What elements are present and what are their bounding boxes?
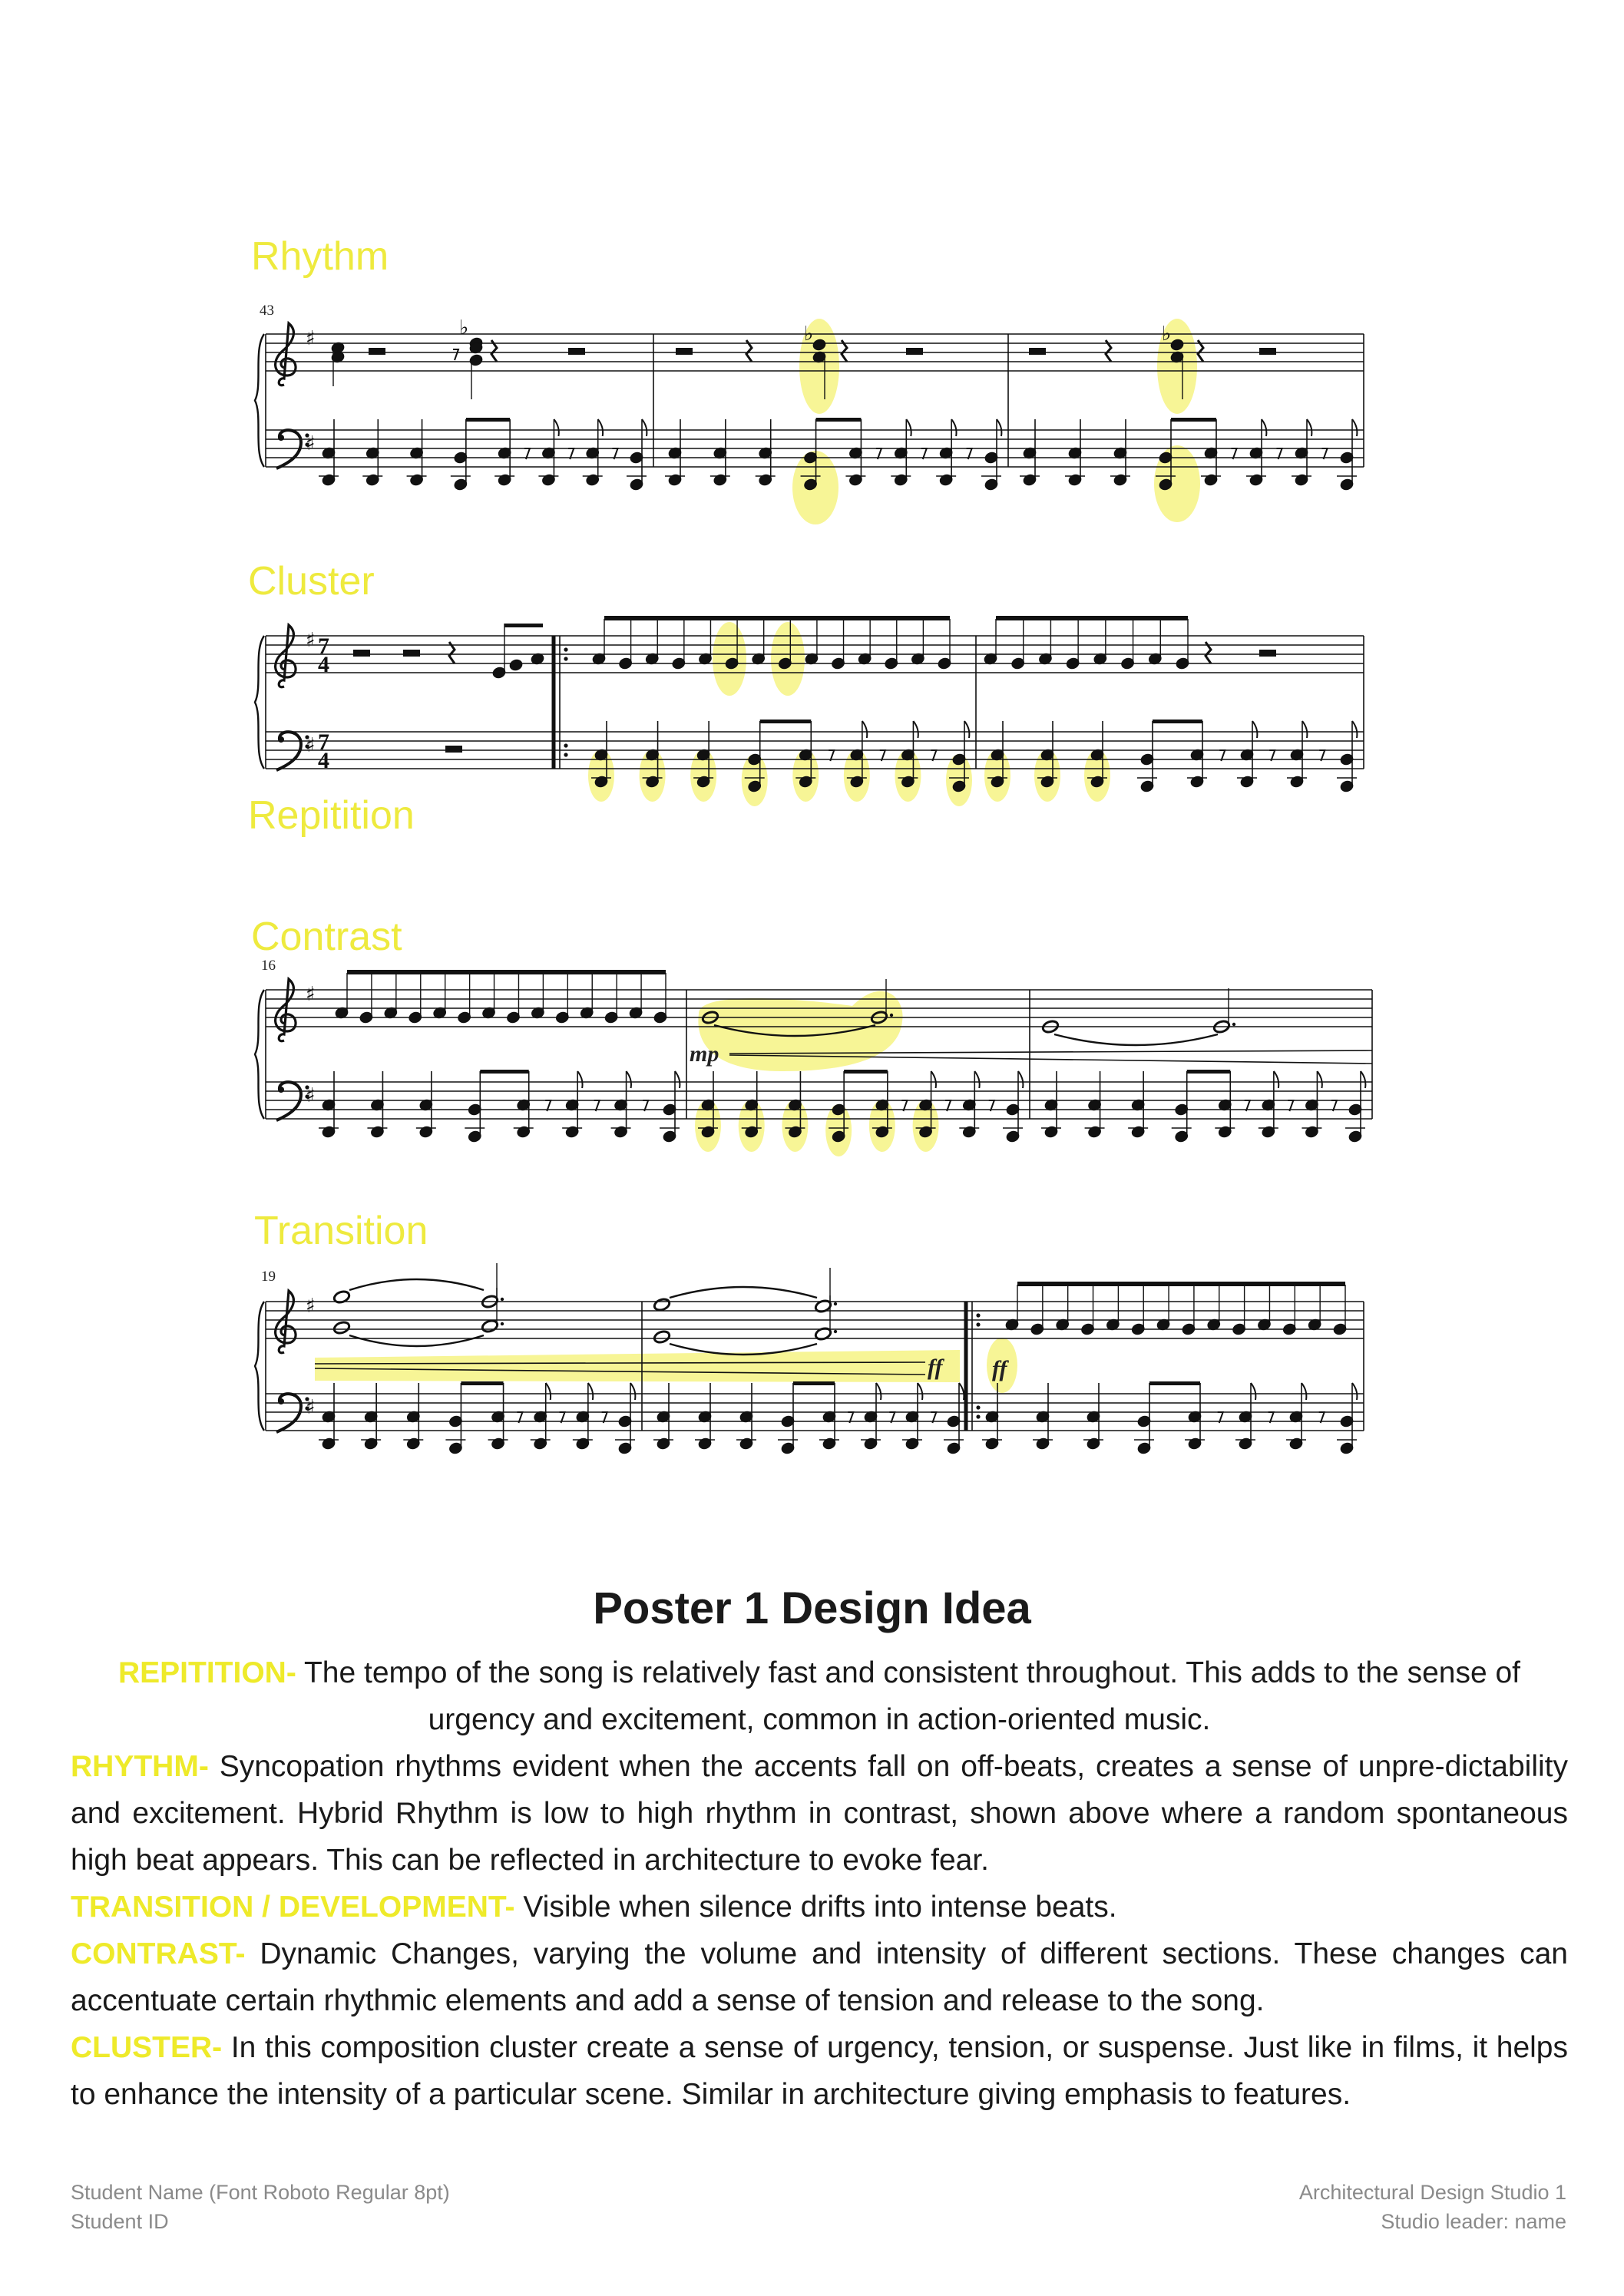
note-head bbox=[653, 1329, 670, 1344]
flag bbox=[1274, 1071, 1278, 1088]
paragraph-text: In this composition cluster create a sense of urgency, tension, or suspense. Just like in films, it helps to enhance the intensity of a particular scene. Similar in architecture giving emphasis to features. bbox=[71, 2031, 1568, 2111]
tie bbox=[670, 1287, 817, 1298]
section-label-repitition: Repitition bbox=[248, 793, 415, 838]
flag bbox=[642, 419, 647, 436]
flag bbox=[1352, 1383, 1357, 1400]
dot bbox=[834, 1330, 837, 1333]
beam bbox=[996, 616, 1188, 620]
beam bbox=[461, 1381, 503, 1385]
paragraph-text: Visible when silence drifts into intense beats. bbox=[514, 1891, 1117, 1924]
flag bbox=[974, 1071, 979, 1088]
notation-layer bbox=[255, 316, 1372, 1455]
paragraph-contrast bbox=[71, 1930, 1568, 2024]
half-rest bbox=[353, 650, 370, 657]
half-rest bbox=[1259, 650, 1276, 657]
sharp-icon: ♯ bbox=[306, 983, 316, 1006]
beam bbox=[604, 616, 950, 620]
treble-clef-icon bbox=[276, 625, 296, 687]
repeat-dot bbox=[976, 1322, 980, 1326]
flag bbox=[997, 419, 1001, 436]
eighth-rest bbox=[453, 349, 458, 360]
sharp-icon: ♯ bbox=[306, 1396, 316, 1419]
half-rest bbox=[369, 348, 385, 355]
measure-number-43: 43 bbox=[260, 303, 274, 319]
half-rest bbox=[403, 650, 420, 657]
sharp-icon: ♯ bbox=[306, 1295, 316, 1318]
beam bbox=[793, 1381, 835, 1385]
note-head bbox=[332, 1320, 350, 1335]
note-head bbox=[468, 353, 483, 367]
section-label-rhythm: Rhythm bbox=[251, 234, 389, 279]
flag bbox=[951, 419, 956, 436]
sharp-icon: ♯ bbox=[306, 734, 316, 757]
bass-clef-dot bbox=[278, 435, 284, 441]
measure-number-19: 19 bbox=[261, 1269, 276, 1285]
time-signature-bottom-treble: 4 bbox=[318, 652, 329, 677]
flag bbox=[931, 1071, 936, 1088]
flag bbox=[577, 1071, 582, 1088]
note-head bbox=[508, 658, 523, 672]
beam bbox=[844, 1070, 888, 1074]
highlight-mark bbox=[315, 1350, 960, 1382]
flag bbox=[913, 721, 918, 738]
flag bbox=[1352, 721, 1357, 738]
paragraph-rhythm bbox=[71, 1743, 1568, 1884]
flag bbox=[1307, 419, 1311, 436]
repeat-dot bbox=[564, 657, 567, 660]
section-label-cluster: Cluster bbox=[248, 559, 375, 604]
paragraph-text: Dynamic Changes, varying the volume and intensity of different sections. These changes can accentuate certain rhythmic elements and add a sense of tension and release to the song. bbox=[71, 1937, 1568, 2017]
dynamic-ff-start: ff bbox=[992, 1356, 1007, 1381]
flag bbox=[1251, 1383, 1255, 1400]
paragraph-repitition bbox=[71, 1649, 1568, 1743]
footer-course-info bbox=[1299, 2178, 1566, 2236]
dot bbox=[890, 1014, 893, 1017]
measure-number-16: 16 bbox=[261, 958, 276, 974]
beam bbox=[816, 418, 862, 422]
highlight-layer bbox=[315, 319, 1200, 1393]
paragraph-transition bbox=[71, 1884, 1568, 1930]
beam bbox=[466, 418, 510, 422]
flag bbox=[598, 419, 603, 436]
flag bbox=[1352, 419, 1357, 436]
beam bbox=[347, 970, 666, 974]
flag bbox=[1302, 721, 1307, 738]
paragraph-text: The tempo of the song is relatively fast and consistent throughout. This adds to the sense of urgency and excitement, common in action-oriented music. bbox=[296, 1656, 1521, 1736]
student-name: Student Name (Font Roboto Regular 8pt) bbox=[71, 2181, 450, 2204]
repeat-dot bbox=[976, 1414, 980, 1418]
flag bbox=[630, 1383, 635, 1400]
tie bbox=[349, 1335, 484, 1346]
flat-icon: ♭ bbox=[804, 323, 814, 346]
flag bbox=[959, 1383, 964, 1400]
sharp-icon: ♯ bbox=[306, 327, 316, 350]
beam bbox=[1149, 1381, 1200, 1385]
beam bbox=[504, 624, 543, 627]
flag bbox=[588, 1383, 593, 1400]
treble-clef-icon bbox=[276, 979, 296, 1041]
dot bbox=[834, 1302, 837, 1305]
flag bbox=[554, 419, 558, 436]
beam bbox=[1187, 1070, 1231, 1074]
brace bbox=[255, 1302, 264, 1431]
flag bbox=[1302, 1383, 1306, 1400]
half-rest bbox=[906, 348, 923, 355]
keyword-transition: TRANSITION / DEVELOPMENT- bbox=[71, 1891, 515, 1924]
flag bbox=[964, 721, 969, 738]
keyword-rhythm: RHYTHM- bbox=[71, 1750, 209, 1783]
brace bbox=[255, 636, 264, 769]
beam bbox=[760, 720, 812, 723]
section-label-transition: Transition bbox=[254, 1209, 428, 1253]
flag bbox=[1018, 1071, 1023, 1088]
repeat-dot bbox=[976, 1405, 980, 1409]
flag bbox=[906, 419, 911, 436]
note-head bbox=[653, 1297, 670, 1312]
half-rest bbox=[676, 348, 693, 355]
flag bbox=[675, 1071, 680, 1088]
dot bbox=[501, 1298, 504, 1301]
time-signature-top-bass: 7 bbox=[318, 729, 329, 755]
half-rest bbox=[1259, 348, 1276, 355]
paragraph-text: Syncopation rhythms evident when the accents fall on off-beats, creates a sense of unpre-dictability and excitement. Hybrid Rhythm is low to high rhythm in contrast, shown above where a random spontaneous high beat appears. This can be reflected in architecture to evoke fear. bbox=[71, 1750, 1568, 1877]
time-signature-bottom-bass: 4 bbox=[318, 748, 329, 773]
flat-icon: ♭ bbox=[459, 316, 469, 339]
repeat-dot bbox=[564, 753, 567, 756]
flag bbox=[876, 1383, 881, 1400]
flat-icon: ♭ bbox=[1162, 323, 1172, 346]
flag bbox=[627, 1071, 631, 1088]
tie bbox=[349, 1279, 484, 1290]
dot bbox=[501, 1322, 504, 1325]
design-idea-text bbox=[71, 1649, 1568, 2118]
flag bbox=[1361, 1071, 1365, 1088]
beam bbox=[1017, 1282, 1345, 1286]
section-label-contrast: Contrast bbox=[251, 915, 402, 959]
time-signature-top-treble: 7 bbox=[318, 634, 329, 659]
keyword-cluster: CLUSTER- bbox=[71, 2031, 223, 2064]
course-name: Architectural Design Studio 1 bbox=[1298, 2181, 1566, 2204]
paragraph-cluster bbox=[71, 2024, 1568, 2118]
flag bbox=[918, 1383, 922, 1400]
flag bbox=[862, 721, 867, 738]
tie bbox=[1054, 1034, 1218, 1045]
note-head bbox=[481, 1318, 498, 1333]
half-rest bbox=[1029, 348, 1046, 355]
beam bbox=[1171, 418, 1216, 422]
studio-leader: Studio leader: name bbox=[1381, 2210, 1566, 2233]
brace bbox=[255, 990, 264, 1119]
flag bbox=[546, 1383, 551, 1400]
flag bbox=[1317, 1071, 1321, 1088]
sharp-icon: ♯ bbox=[306, 432, 316, 455]
bass-clef-dot bbox=[278, 1398, 284, 1404]
repeat-dot bbox=[564, 743, 567, 747]
repeat-dot bbox=[564, 647, 567, 651]
footer-student-info bbox=[71, 2178, 450, 2236]
bass-clef-dot bbox=[278, 1087, 284, 1093]
half-rest bbox=[445, 746, 462, 753]
sharp-icon: ♯ bbox=[306, 1084, 316, 1107]
highlight-mark bbox=[698, 991, 902, 1071]
brace bbox=[255, 334, 264, 467]
keyword-repitition: REPITITION- bbox=[117, 1656, 296, 1689]
student-id: Student ID bbox=[71, 2210, 169, 2233]
dynamic-ff-end: ff bbox=[928, 1355, 943, 1380]
keyword-contrast: CONTRAST- bbox=[71, 1937, 246, 1970]
beam bbox=[1153, 720, 1202, 723]
beam bbox=[480, 1070, 528, 1074]
bass-clef-dot bbox=[278, 736, 284, 743]
flag bbox=[1262, 419, 1266, 436]
treble-clef-icon bbox=[276, 1291, 296, 1353]
repeat-dot bbox=[976, 1313, 980, 1317]
poster-title: Poster 1 Design Idea bbox=[593, 1583, 1031, 1633]
treble-clef-icon bbox=[276, 323, 296, 385]
sharp-icon: ♯ bbox=[306, 629, 316, 652]
flag bbox=[1252, 721, 1257, 738]
dot bbox=[1232, 1023, 1235, 1026]
dynamic-mp: mp bbox=[690, 1041, 719, 1067]
half-rest bbox=[568, 348, 585, 355]
